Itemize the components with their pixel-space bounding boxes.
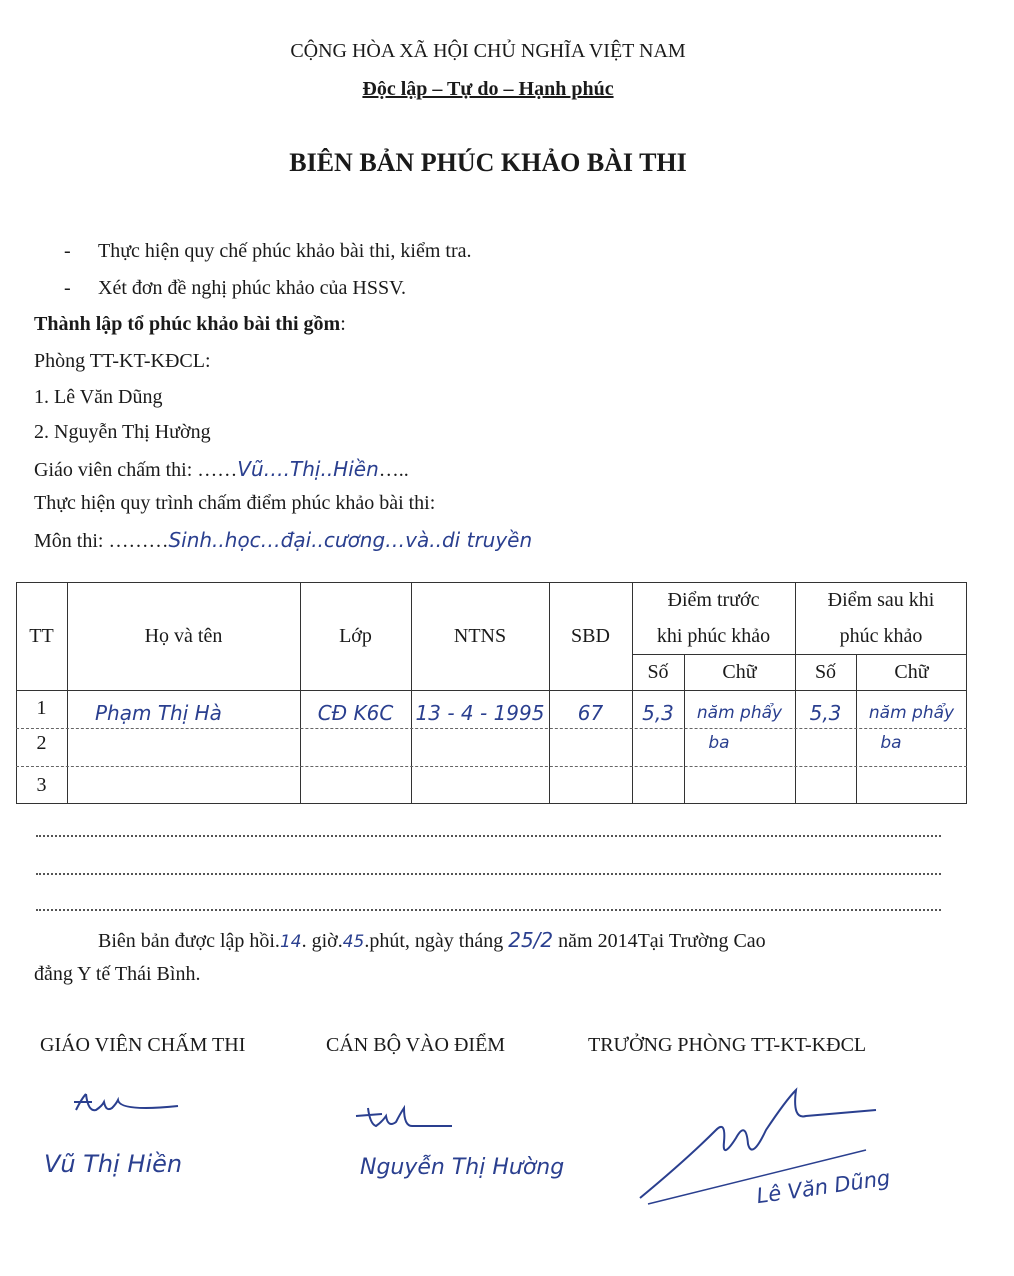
subject-line (34, 528, 532, 553)
entry-before-score-words-2: ba (708, 733, 730, 753)
dotted-line (36, 873, 941, 875)
dotted-line (36, 909, 941, 911)
grader-signature (68, 1088, 188, 1128)
procedure-label: Thực hiện quy trình chấm điểm phúc khảo bài thi: (34, 492, 436, 514)
minutes-minute: 45 (342, 932, 365, 952)
bullet-marker: - (64, 240, 71, 262)
header-before-so: Số (647, 661, 669, 683)
minutes-text-4: năm 2014Tại Trường Cao (553, 930, 766, 952)
committee-heading-colon: : (340, 313, 346, 335)
committee-heading: Thành lập tổ phúc khảo bài thi gồm (34, 313, 341, 335)
nation-header: CỘNG HÒA XÃ HỘI CHỦ NGHĨA VIỆT NAM (290, 40, 686, 62)
header-name: Họ và tên (144, 625, 223, 647)
grader-handwritten: Vũ….Thị..Hiền (237, 457, 379, 481)
minutes-text-1: Biên bản được lập hồi. (98, 930, 280, 952)
bullet-item: Thực hiện quy chế phúc khảo bài thi, kiểm tra. (98, 240, 472, 262)
entry-after-score-words-2: ba (880, 733, 902, 753)
entry-class: CĐ K6C (317, 701, 394, 725)
grader-trail: ….. (378, 459, 409, 481)
motto: Độc lập – Tự do – Hạnh phúc (362, 78, 614, 100)
entry-signature-name: Nguyễn Thị Hường (360, 1155, 565, 1180)
subject-handwritten: Sinh..học…đại..cương…và..di truyền (168, 528, 533, 552)
subject-label: Môn thi: ……… (34, 530, 169, 552)
entry-signature-title: CÁN BỘ VÀO ĐIỂM (326, 1034, 506, 1056)
grader-signature-name: Vũ Thị Hiền (44, 1150, 183, 1178)
entry-before-score-words-1: năm phẩy (696, 703, 783, 723)
header-after-so: Số (814, 661, 837, 683)
entry-signature (352, 1104, 462, 1138)
head-signature-title: TRƯỞNG PHÒNG TT-KT-KĐCL (588, 1034, 867, 1056)
minutes-text-2: . giờ. (301, 930, 343, 952)
entry-after-score-number: 5,3 (809, 701, 842, 725)
entry-name: Phạm Thị Hà (95, 701, 222, 725)
grader-signature-title: GIÁO VIÊN CHẤM THI (40, 1034, 246, 1056)
row-number-2: 2 (36, 732, 47, 754)
minutes-line-2: đẳng Y tế Thái Bình. (34, 963, 201, 985)
row-number-3: 3 (36, 774, 47, 796)
dotted-line (36, 835, 941, 837)
row-number-1: 1 (36, 697, 47, 719)
head-signature-name: Lê Văn Dũng (754, 1165, 892, 1209)
header-after-line1: Điểm sau khi (827, 589, 935, 611)
row-divider-dashed (16, 766, 967, 767)
bullet-marker: - (64, 277, 71, 299)
header-dob: NTNS (453, 625, 507, 647)
minutes-hour: 14 (279, 932, 302, 952)
header-after-line2: phúc khảo (839, 625, 923, 647)
entry-sbd: 67 (577, 701, 604, 725)
bullet-item: Xét đơn đề nghị phúc khảo của HSSV. (98, 277, 406, 299)
minutes-line (98, 928, 766, 953)
header-after-chu: Chữ (894, 661, 929, 683)
grader-label: Giáo viên chấm thi: …… (34, 459, 238, 481)
header-before-chu: Chữ (722, 661, 757, 683)
entry-before-score-number: 5,3 (642, 701, 674, 725)
member-2: 2. Nguyễn Thị Hường (34, 421, 211, 443)
minutes-text-3: .phút, ngày tháng (364, 930, 509, 952)
header-tt: TT (29, 625, 54, 647)
result-table (16, 582, 967, 804)
minutes-day-month: 25/2 (508, 928, 554, 952)
department-label: Phòng TT-KT-KĐCL: (34, 350, 211, 372)
header-before-line1: Điểm trước (667, 589, 760, 611)
committee-heading-line (34, 313, 346, 336)
header-sbd: SBD (571, 625, 610, 647)
entry-dob: 13 - 4 - 1995 (415, 701, 545, 725)
header-before-line2: khi phúc khảo (656, 625, 771, 647)
page-title: BIÊN BẢN PHÚC KHẢO BÀI THI (289, 148, 687, 177)
row-divider (16, 690, 967, 691)
member-1: 1. Lê Văn Dũng (34, 386, 163, 408)
entry-after-score-words-1: năm phẩy (868, 703, 955, 723)
header-class: Lớp (339, 625, 372, 647)
grader-line (34, 457, 409, 482)
